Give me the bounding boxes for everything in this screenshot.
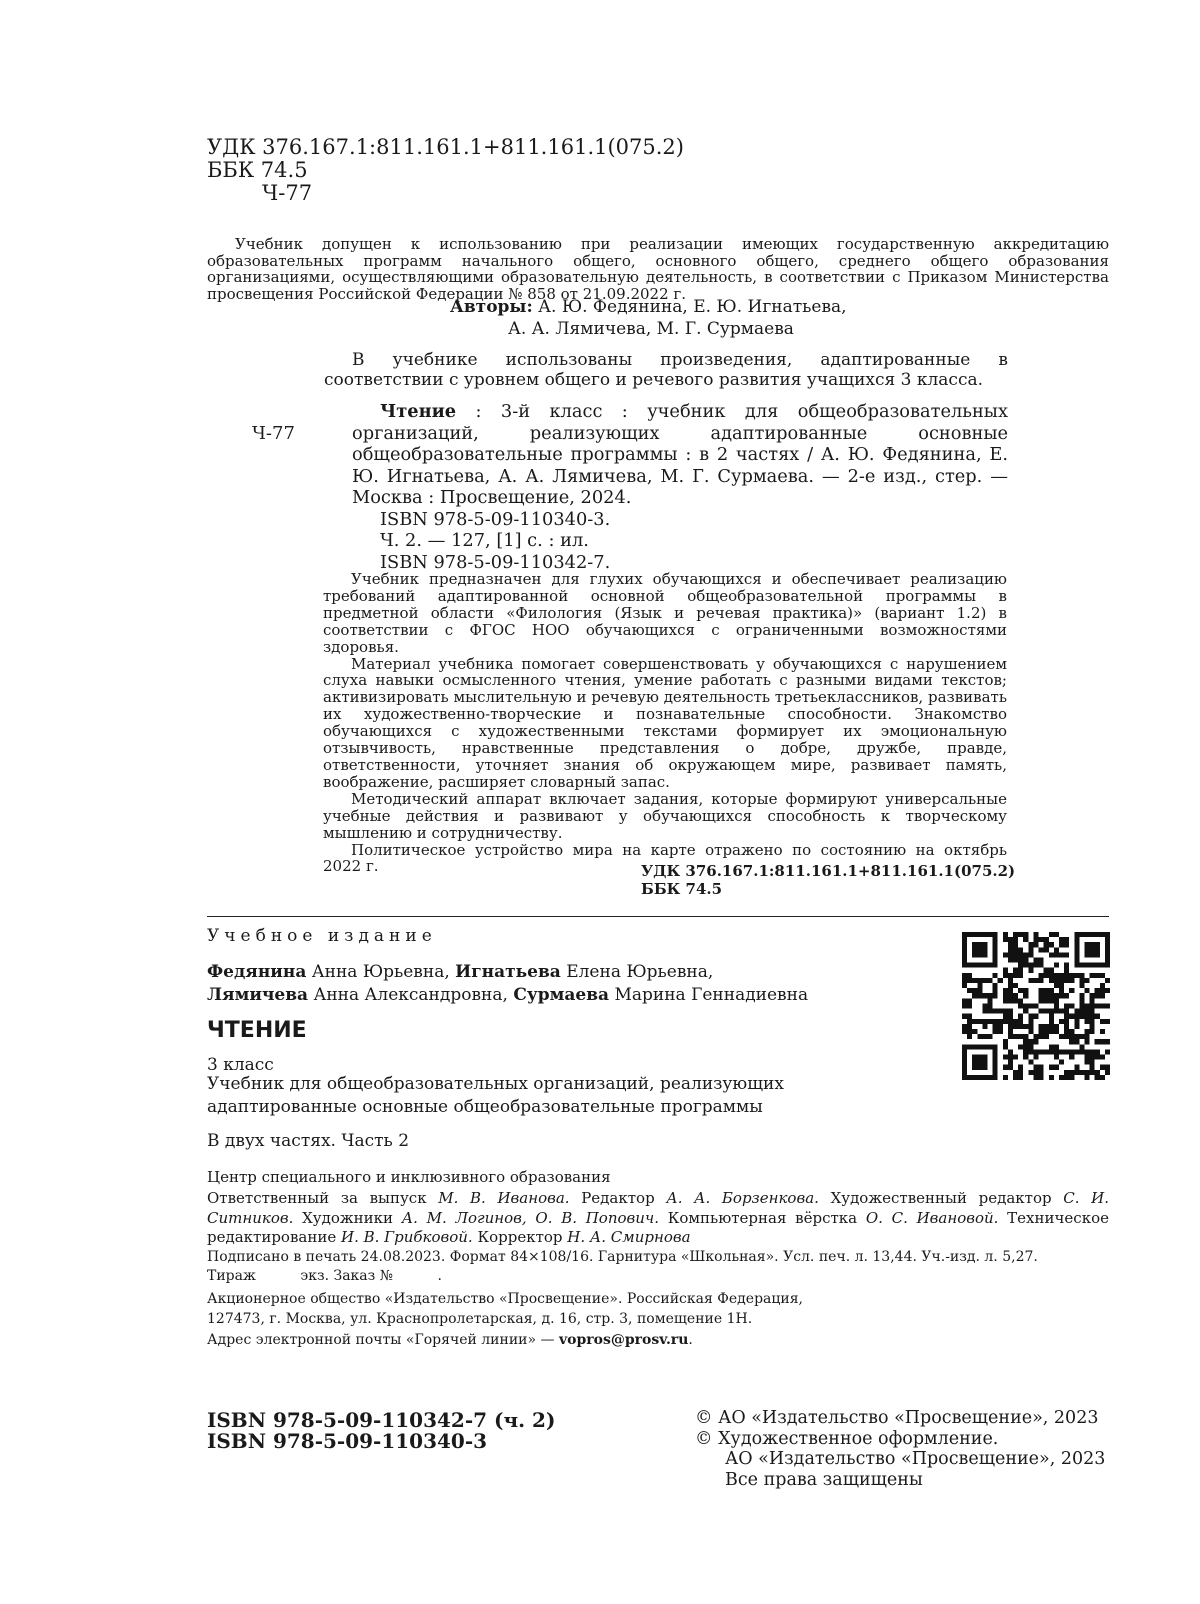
biblio-isbn-part: ISBN 978-5-09-110342-7.	[380, 551, 611, 573]
parts-label: В двух частях. Часть 2	[207, 1131, 410, 1151]
hotline-email	[207, 1332, 693, 1348]
grade-label: 3 класс	[207, 1055, 274, 1075]
divider-rule	[207, 916, 1109, 917]
author-names	[207, 961, 808, 1007]
author-given-name: Елена Юрьевна,	[560, 962, 714, 982]
credit-person: И. В. Грибковой.	[341, 1228, 473, 1246]
adapted-note: В учебнике использованы произведения, адаптированные в соответствии с уровнем общего и речевого развития учащихся 3 класса.	[324, 350, 1008, 390]
publisher-address	[207, 1290, 803, 1329]
credit-person: Н. А. Смирнова	[567, 1228, 691, 1246]
annotation-paragraph: Учебник предназначен для глухих обучающихся и обеспечивает реализацию требований адаптированной основной общеобразовательной программы в предметной области «Филология (Язык и речевая практика)» (вариант 1.2) в соответствии с ФГОС НОО обучающихся с ограниченными возможностями здоровья.	[323, 570, 1007, 656]
credit-person: А. А. Борзенкова.	[666, 1189, 819, 1207]
isbn-bottom	[207, 1410, 555, 1452]
biblio-title: Чтение	[380, 401, 457, 422]
approval-text: Учебник допущен к использованию при реализации имеющих государственную аккредитацию образовательных программ начального общего, основного общего, среднего общего образования организациями, осуществляющими образовательную деятельность, в соответствии с Приказом Министерства просвещения Российской Федерации № 858 от 21.09.2022 г.	[207, 235, 1109, 303]
copyright-line: АО «Издательство «Просвещение», 2023	[725, 1449, 1106, 1469]
print-info	[207, 1248, 1109, 1286]
bbk-code-bottom: ББК 74.5	[641, 880, 723, 898]
isbn-line: ISBN 978-5-09-110340-3	[207, 1429, 488, 1453]
copyright-block	[695, 1408, 1105, 1490]
author-given-name: Анна Юрьевна,	[306, 962, 456, 982]
print-line: Подписано в печать 24.08.2023. Формат 84×108/16. Гарнитура «Школьная». Усл. печ. л. 13,44. Уч.-изд. л. 5,27.	[207, 1249, 1038, 1265]
credit-person: О. С. Ивановой.	[865, 1208, 999, 1227]
credit-role: Художники	[293, 1208, 402, 1227]
credit-person: М. В. Иванова.	[438, 1189, 570, 1207]
credit-role: Корректор	[472, 1228, 568, 1246]
biblio-description	[352, 401, 1008, 509]
email-link[interactable]: vopros@prosv.ru	[558, 1332, 689, 1348]
credit-role: Техническое редактирование	[207, 1208, 1109, 1246]
annotation-paragraph: Методический аппарат включает задания, которые формируют универсальные учебные действия и развивают у обучающихся способность к творческому мышлению и сотрудничеству.	[323, 789, 1007, 842]
credit-person: С. И. Ситников.	[207, 1189, 1109, 1227]
credit-role: Редактор	[569, 1189, 667, 1207]
book-subtitle	[207, 1073, 784, 1119]
udk-code-bottom: УДК 376.167.1:811.161.1+811.161.1(075.2)	[641, 862, 1016, 880]
email-label: Адрес электронной почты «Горячей линии» —	[207, 1332, 559, 1348]
credits	[207, 1189, 1109, 1248]
biblio-author-sign: Ч-77	[252, 423, 295, 444]
biblio-record	[352, 401, 1008, 573]
isbn-line: ISBN 978-5-09-110342-7 (ч. 2)	[207, 1408, 556, 1432]
credit-role: Художественный редактор	[818, 1189, 1064, 1207]
annotation-paragraph: Материал учебника помогает совершенствовать у обучающихся с нарушением слуха навыки осмысленного чтения, умение работать с разными видами текстов; активизировать мыслительную и речевую деятельность третьеклассников, развивать их художественно-творческие и познавательные способности. Знакомство обучающихся с художественными текстами формирует их эмоциональную отзывчивость, нравственные представления о добре, дружбе, правде, ответственности, уточняет знания об окружающем мире, развивает память, воображение, расширяет словарный запас.	[323, 654, 1007, 791]
email-end: .	[688, 1332, 693, 1348]
publisher-line: 127473, г. Москва, ул. Краснопролетарская, д. 16, стр. 3, помещение 1Н.	[207, 1310, 753, 1327]
author-surname: Федянина	[207, 962, 307, 982]
author-given-name: Марина Геннадиевна	[609, 985, 809, 1005]
credit-role: Ответственный за выпуск	[207, 1189, 439, 1207]
biblio-part: Ч. 2. — 127, [1] с. : ил.	[380, 530, 589, 551]
authors-label: Авторы:	[450, 297, 533, 317]
credit-person: А. М. Логинов, О. В. Попович.	[401, 1208, 659, 1227]
subtitle-line: адаптированные основные общеобразовательные программы	[207, 1097, 763, 1117]
author-given-name: Анна Александровна,	[308, 985, 514, 1005]
subtitle-line: Учебник для общеобразовательных организаций, реализующих	[207, 1074, 784, 1094]
copyright-line: © АО «Издательство «Просвещение», 2023	[695, 1408, 1099, 1428]
udk-top-block	[207, 136, 684, 205]
udk-bottom-block	[641, 862, 1015, 898]
annotation-paragraph: Политическое устройство мира на карте отражено по состоянию на октябрь 2022 г.	[323, 840, 1007, 876]
copyright-line: Все права защищены	[725, 1469, 923, 1490]
annotation	[323, 571, 1007, 875]
udk-code: УДК 376.167.1:811.161.1+811.161.1(075.2)	[207, 135, 684, 159]
author-surname: Игнатьева	[455, 962, 561, 982]
credit-role: Компьютерная вёрстка	[659, 1208, 866, 1227]
authors-line1: А. Ю. Федянина, Е. Ю. Игнатьева,	[532, 297, 847, 317]
biblio-isbn-set: ISBN 978-5-09-110340-3.	[380, 508, 611, 530]
biblio-description-text: : 3-й класс : учебник для общеобразовательных организаций, реализующих адаптированные основные общеобразовательные программы : в 2 частях / А. Ю. Федянина, Е. Ю. Игнатьева, А. А. Лямичева, М. Г. Сурмаева. — 2-е изд., стер. — Москва : Просвещение, 2024.	[352, 401, 1008, 508]
edition-type: Учебное издание	[207, 926, 437, 946]
book-title: ЧТЕНИЕ	[207, 1018, 307, 1043]
author-sign: Ч-77	[262, 181, 313, 205]
copyright-line: © Художественное оформление.	[695, 1428, 999, 1449]
bbk-code: ББК 74.5	[207, 158, 308, 182]
print-line: Тираж экз. Заказ № .	[207, 1268, 442, 1284]
author-surname: Сурмаева	[513, 985, 610, 1005]
authors-line2: А. А. Лямичева, М. Г. Сурмаева	[508, 319, 794, 339]
publisher-line: Акционерное общество «Издательство «Просвещение». Российская Федерация,	[207, 1291, 803, 1307]
qr-code	[962, 932, 1110, 1080]
authors-block	[450, 296, 847, 340]
center-label: Центр специального и инклюзивного образования	[207, 1168, 611, 1186]
author-surname: Лямичева	[207, 985, 309, 1005]
